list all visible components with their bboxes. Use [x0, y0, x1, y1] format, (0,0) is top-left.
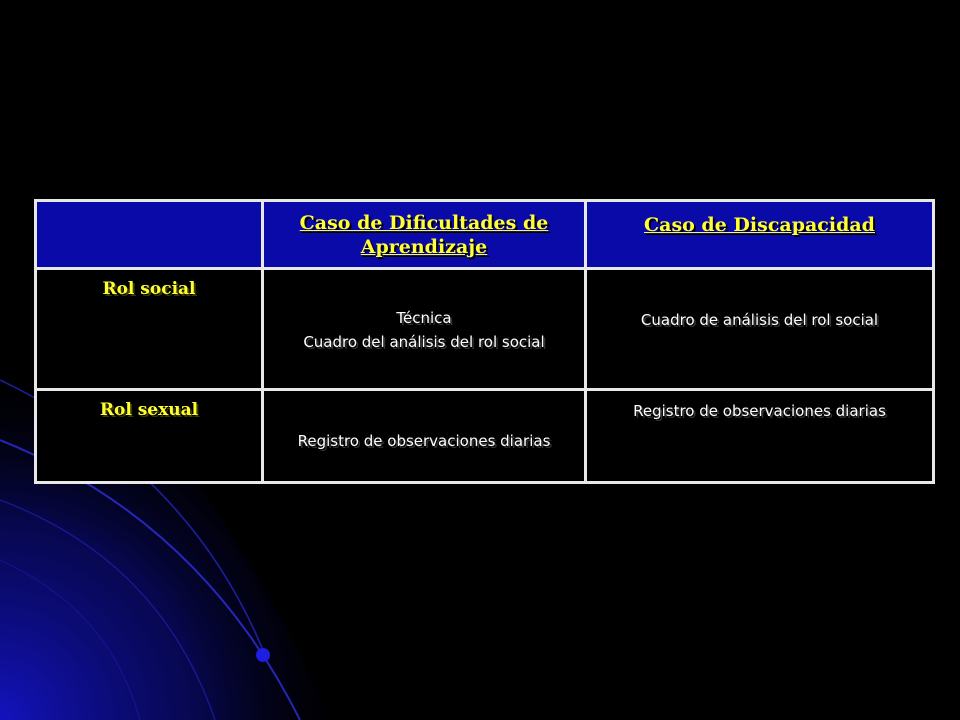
row-label-cell [36, 269, 263, 390]
header-learning-difficulties: Caso de Dificultades de Aprendizaje [299, 212, 549, 258]
cell-technique: Técnica [396, 309, 452, 327]
row-label-cell [36, 390, 263, 483]
table-row [36, 390, 934, 483]
row-label-social-role: Rol social [102, 279, 196, 299]
table-cell [586, 390, 934, 483]
table-cell [586, 269, 934, 390]
header-row [36, 201, 934, 269]
table-row [36, 269, 934, 390]
header-disability: Caso de Discapacidad [644, 214, 875, 236]
header-cell-disability [586, 201, 934, 269]
table-cell [263, 269, 586, 390]
comparison-table [34, 199, 932, 481]
cell-daily-observation-log: Registro de observaciones diarias [297, 432, 551, 450]
header-cell-learning-difficulties [263, 201, 586, 269]
decor-dot-2 [256, 648, 270, 662]
row-label-sexual-role: Rol sexual [99, 400, 199, 420]
cell-daily-observation-log: Registro de observaciones diarias [633, 402, 886, 420]
cell-social-role-analysis: Cuadro de análisis del rol social [640, 311, 879, 329]
table-grid [34, 199, 935, 484]
header-cell-empty [36, 201, 263, 269]
cell-social-role-analysis-chart: Cuadro del análisis del rol social [303, 333, 545, 351]
table-cell [263, 390, 586, 483]
